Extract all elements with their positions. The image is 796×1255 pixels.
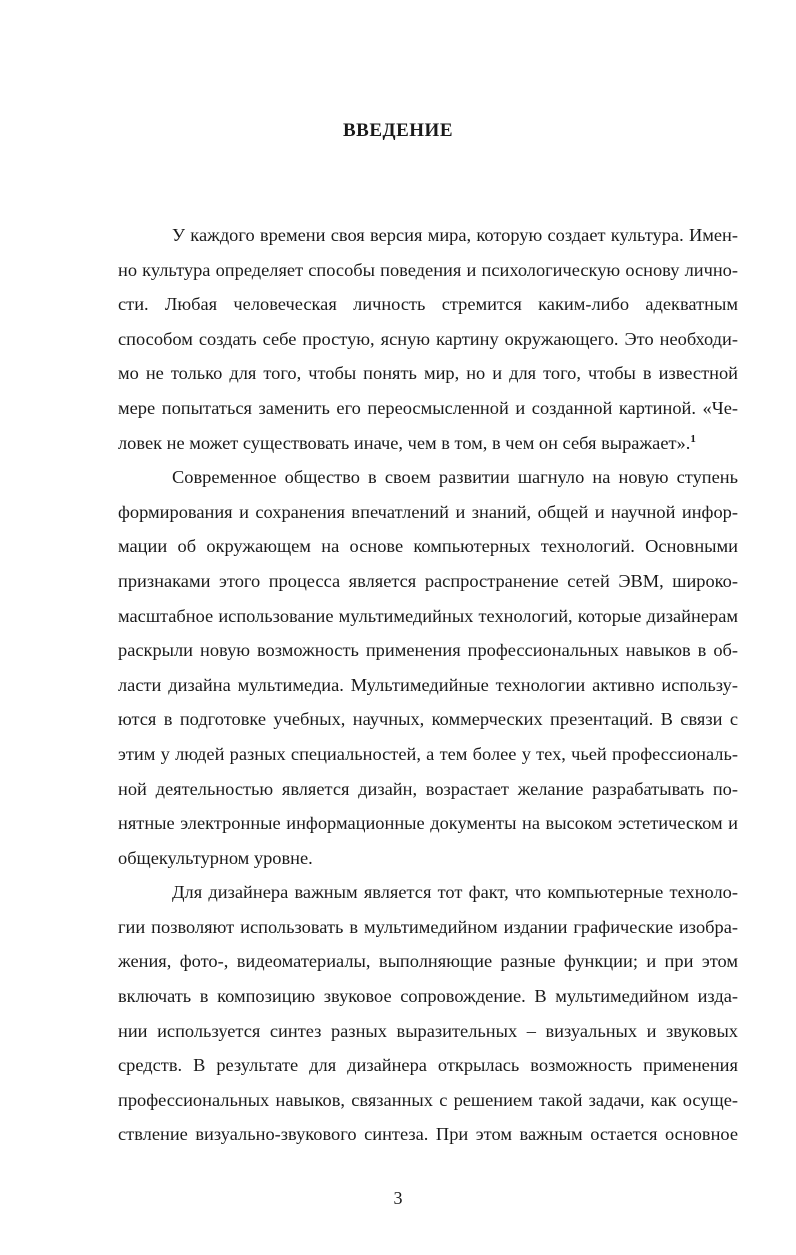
text-line: сти. Любая человеческая личность стремится каким-либо адекватным: [118, 294, 738, 315]
text-line: профессиональных навыков, связанных с решением такой задачи, как осуще-: [118, 1089, 738, 1110]
text-line: формирования и сохранения впечатлений и знаний, общей и научной инфор-: [118, 501, 738, 522]
body-text: [118, 218, 738, 1152]
text-line: ются в подготовке учебных, научных, коммерческих презентаций. В связи с: [118, 709, 738, 730]
text-line: мо не только для того, чтобы понять мир, но и для того, чтобы в известной: [118, 363, 738, 384]
text-line-last: общекультурном уровне.: [118, 847, 313, 868]
text-line: Для дизайнера важным является тот факт, что компьютерные техноло-: [172, 882, 738, 903]
text-line: этим у людей разных специальностей, а тем более у тех, чьей профессиональ-: [118, 743, 738, 764]
page-number: 3: [393, 1188, 403, 1208]
page-title: ВВЕДЕНИЕ: [343, 120, 453, 141]
text-line: ствление визуально-звукового синтеза. При этом важным остается основное: [118, 1124, 738, 1145]
text-line-last: [118, 426, 738, 461]
text-line: жения, фото-, видеоматериалы, выполняющие разные функции; и при этом: [118, 951, 738, 972]
text-line: признаками этого процесса является распространение сетей ЭВМ, широко-: [118, 570, 738, 591]
text-line: средств. В результате для дизайнера открылась возможность применения: [118, 1055, 738, 1076]
text-line: гии позволяют использовать в мультимедийном издании графические изобра-: [118, 916, 738, 937]
paragraph-3: [118, 875, 738, 1152]
text-line: нии используется синтез разных выразительных – визуальных и звуковых: [118, 1020, 738, 1041]
text-line: ласти дизайна мультимедиа. Мультимедийные технологии активно использу-: [118, 674, 738, 695]
text-line-content: ловек не может существовать иначе, чем в том, в чем он себя выражает».: [118, 432, 691, 453]
text-line: нятные электронные информационные документы на высоком эстетическом и: [118, 813, 738, 834]
paragraph-2: [118, 460, 738, 875]
text-line: способом создать себе простую, ясную картину окружающего. Это необходи-: [118, 328, 738, 349]
text-line: мации об окружающем на основе компьютерных технологий. Основными: [118, 536, 738, 557]
text-line: масштабное использование мультимедийных технологий, которые дизайнерам: [118, 605, 738, 626]
text-line: раскрыли новую возможность применения профессиональных навыков в об-: [118, 640, 738, 661]
text-line: Современное общество в своем развитии шагнуло на новую ступень: [172, 467, 738, 488]
text-line: но культура определяет способы поведения и психологическую основу лично-: [118, 259, 738, 280]
text-line: У каждого времени своя версия мира, которую создает культура. Имен-: [172, 225, 738, 245]
text-line: мере попытаться заменить его переосмысленной и созданной картиной. «Че-: [118, 397, 738, 418]
text-line: включать в композицию звуковое сопровождение. В мультимедийном изда-: [118, 986, 738, 1007]
text-line: ной деятельностью является дизайн, возрастает желание разрабатывать по-: [118, 778, 738, 799]
paragraph-1: [118, 218, 738, 460]
footnote-reference[interactable]: 1: [690, 432, 696, 445]
